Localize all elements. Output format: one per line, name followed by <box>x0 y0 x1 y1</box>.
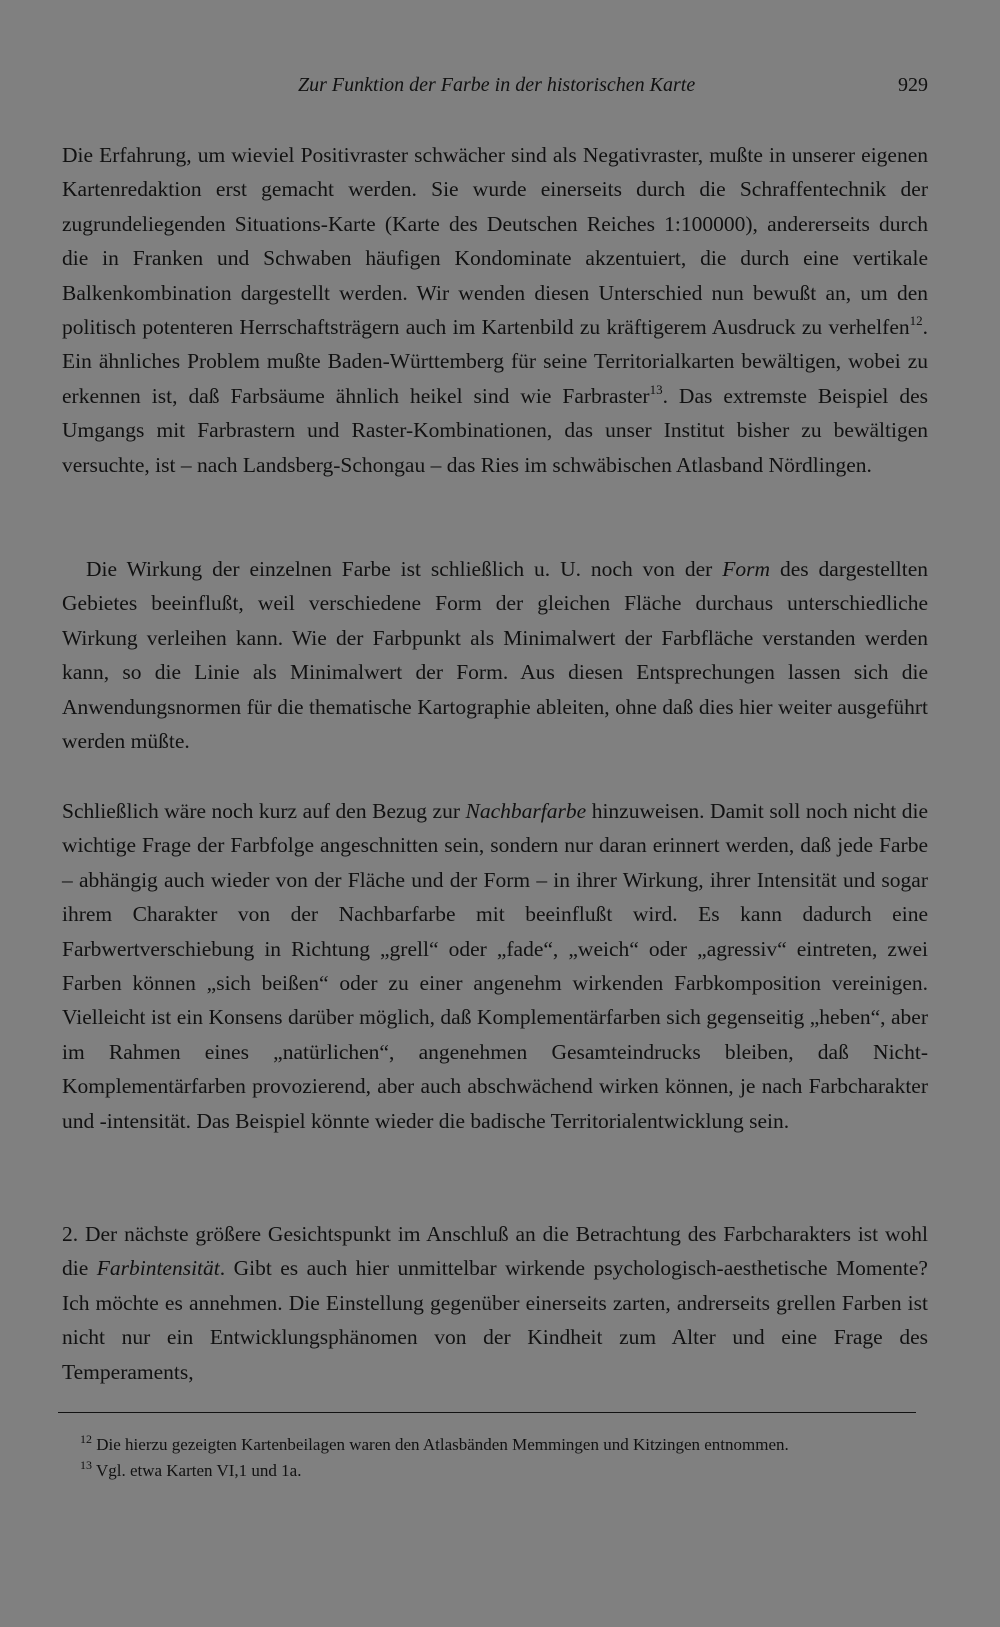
paragraph-2-text-b: des dargestellten Gebietes beeinflußt, weil verschiedene Form der gleichen Fläche durchaus unterschiedliche Wirkung verleihen kann. Wie der Farbpunkt als Minimalwert der Farbfläche verstanden werden kann, so die Linie als Minimalwert der Form. Aus diesen Entsprechungen lassen sich die Anwendungsnormen für die thematische Kartographie ableiten, ohne daß dies hier weiter ausgeführt werden müßte. <box>62 557 928 754</box>
footnote-divider <box>58 1412 916 1413</box>
footnotes <box>58 1432 928 1484</box>
footnote-12 <box>58 1432 928 1458</box>
paragraph-3-text-b: hinzuweisen. Damit soll noch nicht die wichtige Frage der Farbfolge angeschnitten sein, sondern nur daran erinnert werden, daß jede Farbe – abhängig auch wieder von der Fläche und der Form – in ihrer Wirkung, ihrer Intensität und sogar ihrem Charakter von der Nachbarfarbe mit beeinflußt wird. Es kann dadurch eine Farbwertverschiebung in Richtung „grell“ oder „fade“, „weich“ oder „agressiv“ eintreten, zwei Farben können „sich beißen“ oder zu einer angenehm wirkenden Farbkomposition vereinigen. Vielleicht ist ein Konsens darüber möglich, daß Komplementärfarben sich gegenseitig „heben“, aber im Rahmen eines „natürlichen“, angenehmen Gesamteindrucks bleiben, daß Nicht-Komplementärfarben provozierend, aber auch abschwächend wirken können, je nach Farbcharakter und -intensität. Das Beispiel könnte wieder die badische Territorialentwicklung sein. <box>62 799 928 1133</box>
paragraph-3-text-a: Schließlich wäre noch kurz auf den Bezug zur <box>62 799 466 823</box>
footnote-number: 13 <box>80 1458 92 1472</box>
running-title: Zur Funktion der Farbe in der historischen Karte <box>298 74 696 96</box>
paragraph-3-emphasis: Nachbarfarbe <box>465 799 587 823</box>
paragraph-4-text-a: 2. Der nächste größere Gesichtspunkt im Anschluß an die Betrachtung des Farbcharakters ist wohl die <box>62 1222 928 1281</box>
page-number: 929 <box>898 74 928 96</box>
footnote-ref-12: 12 <box>909 313 923 329</box>
paragraph-1-text-b: . Ein ähnliches Problem mußte Baden-Württemberg für seine Territorialkarten bewältigen, wobei zu erkennen ist, daß Farbsäume ähnlich heikel sind wie Farbraster <box>62 315 928 408</box>
paragraph-2-text-a: Die Wirkung der einzelnen Farbe ist schließlich u. U. noch von der <box>86 557 723 581</box>
running-head <box>62 74 928 104</box>
paragraph-4 <box>62 1217 928 1389</box>
paragraph-2-emphasis: Form <box>722 557 770 581</box>
paragraph-1-text-c: . Das extremste Beispiel des Umgangs mit Farbrastern und Raster-Kombinationen, das unser Institut bisher zu bewältigen versuchte, ist – nach Landsberg-Schongau – das Ries im schwäbischen Atlasband Nördlingen. <box>62 383 928 477</box>
paragraph-4-emphasis: Farbintensität <box>96 1256 220 1281</box>
footnote-number: 12 <box>80 1432 92 1446</box>
paragraph-3 <box>62 794 928 1138</box>
footnote-ref-13: 13 <box>649 381 663 397</box>
footnote-text: Vgl. etwa Karten VI,1 und 1a. <box>92 1461 302 1480</box>
paragraph-2 <box>62 552 928 758</box>
paragraph-1-text-a: Die Erfahrung, um wieviel Positivraster schwächer sind als Negativraster, mußte in unserer eigenen Kartenredaktion erst gemacht werden. Sie wurde einerseits durch die Schraffentechnik der zugrundeliegenden Situations-Karte (Karte des Deutschen Reiches 1:100000), andererseits durch die in Franken und Schwaben häufigen Kondominate akzentuiert, die durch eine vertikale Balkenkombination dargestellt werden. Wir wenden diesen Unterschied nun bewußt an, um den politisch potenteren Herrschaftsträgern auch im Kartenbild zu kräftigerem Ausdruck zu verhelfen <box>62 143 928 340</box>
paragraph-1 <box>62 138 928 482</box>
footnote-text: Die hierzu gezeigten Kartenbeilagen waren den Atlasbänden Memmingen und Kitzingen entnommen. <box>92 1435 789 1454</box>
paragraph-4-text-b: . Gibt es auch hier unmittelbar wirkende psychologisch-aesthetische Momente? Ich möchte es annehmen. Die Einstellung gegenüber einerseits zarten, andrerseits grellen Farben ist nicht nur ein Entwicklungsphänomen von der Kindheit zum Alter und eine Frage des Temperaments, <box>62 1256 928 1384</box>
footnote-13 <box>58 1458 928 1484</box>
